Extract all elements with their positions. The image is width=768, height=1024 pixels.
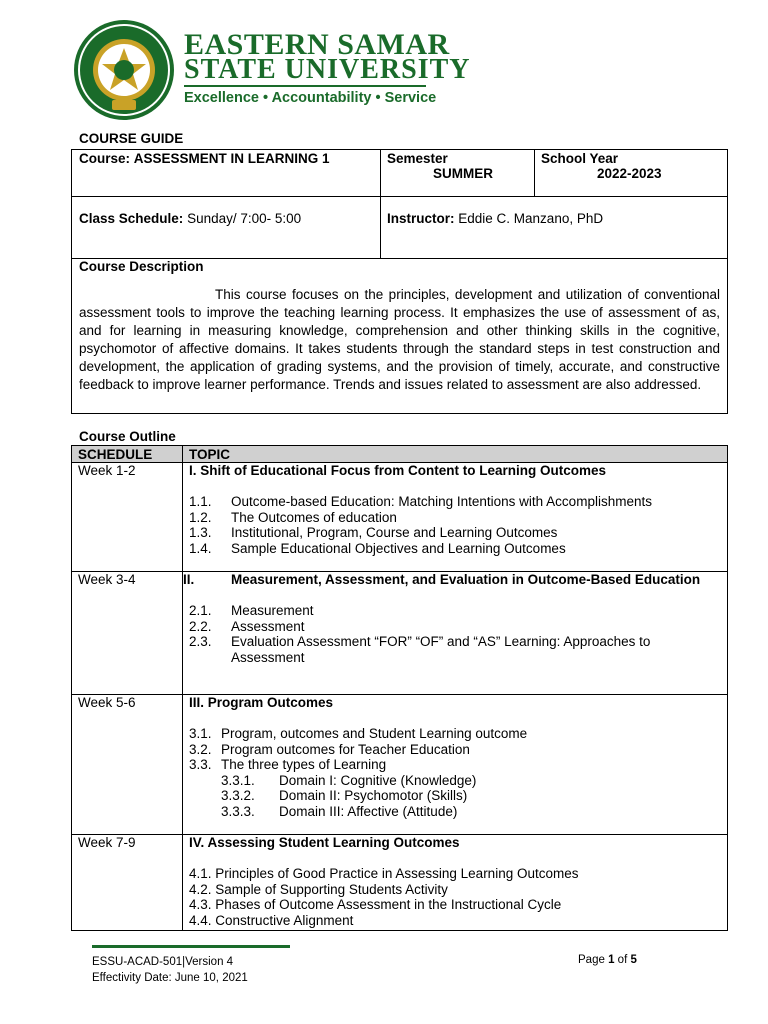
list-item: 4.3. Phases of Outcome Assessment in the Instructional Cycle [189,897,562,912]
schedule-cell [71,196,381,259]
topic-heading: II. Measurement, Assessment, and Evaluation in Outcome-Based Education [183,572,701,587]
school-year-value: 2022-2023 [597,166,662,181]
outline-table [71,445,728,931]
topic-heading: I. Shift of Educational Focus from Content to Learning Outcomes [189,463,607,478]
instructor-value: Eddie C. Manzano, PhD [458,211,604,226]
semester-label: Semester [387,151,448,166]
document-code: ESSU-ACAD-501|Version 4 [92,956,234,968]
footer-doc-info [92,954,248,986]
table-row [72,572,728,695]
table-row [72,695,728,835]
list-item: 1.1. Outcome-based Education: Matching Intentions with Accomplishments [189,494,652,509]
instructor-cell [380,196,728,259]
list-item: 1.2. The Outcomes of education [189,509,397,525]
list-item: 3.3. The three types of Learning [189,757,387,772]
topic-cell [183,463,728,572]
topic-heading: IV. Assessing Student Learning Outcomes [189,835,460,850]
table-row [72,835,728,931]
description-label: Course Description [79,259,204,274]
list-item: 1.3. Institutional, Program, Course and Learning Outcomes [189,525,558,540]
list-item: Assessment [231,649,305,665]
university-motto: Excellence • Accountability • Service [184,90,437,106]
instructor-label: Instructor: [387,211,455,226]
document-label: COURSE GUIDE [79,131,184,146]
semester-value: SUMMER [433,166,493,181]
school-year-cell [534,149,728,197]
university-name-line1: EASTERN SAMAR [184,28,450,61]
effectivity-date: Effectivity Date: June 10, 2021 [92,972,248,984]
schedule-label: Class Schedule: [79,211,184,226]
list-item: 2.2. Assessment [189,618,305,634]
page-number: Page 1 of 5 [578,954,637,966]
topic-cell [183,572,728,695]
schedule-value: Sunday/ 7:00- 5:00 [187,211,302,226]
schedule-cell: Week 3-4 [72,572,183,695]
table-row [72,463,728,572]
topic-column-header: TOPIC [183,446,728,463]
course-value: ASSESSMENT IN LEARNING 1 [133,151,330,166]
list-item: 4.1. Principles of Good Practice in Assessing Learning Outcomes [189,866,579,881]
list-item: 3.2. Program outcomes for Teacher Education [189,741,470,757]
course-cell [71,149,381,197]
header-divider [184,85,426,87]
list-item: 3.1. Program, outcomes and Student Learning outcome [189,726,528,741]
university-seal-icon [72,18,176,122]
list-item: 4.2. Sample of Supporting Students Activity [189,881,448,897]
schedule-cell: Week 5-6 [72,695,183,835]
footer-divider [92,945,290,948]
schedule-column-header: SCHEDULE [72,446,183,463]
topic-cell [183,835,728,931]
description-cell [71,258,728,414]
list-item: 2.3. Evaluation Assessment “FOR” “OF” and “AS” Learning: Approaches to [189,634,651,649]
semester-cell [380,149,535,197]
list-item: 1.4. Sample Educational Objectives and Learning Outcomes [189,540,566,556]
schedule-cell: Week 7-9 [72,835,183,931]
outline-title: Course Outline [79,429,176,444]
schedule-cell: Week 1-2 [72,463,183,572]
description-text: This course focuses on the principles, development and utilization of conventional assessment tools to improve the teaching learning process. It emphasizes the use of assessment of as, and for learning in measuring knowledge, comprehension and other thinking skills in the cognitive, psychomotor of affective domains. It takes students through the standard steps in test construction and development, the application of grading systems, and the provision of timely, accurate, and constructive feedback to improve learner performance. Trends and issues related to assessment are also addressed. [79,287,720,392]
course-label: Course: [79,151,131,166]
topic-heading: III. Program Outcomes [189,695,334,710]
university-header [72,18,712,118]
list-item: 2.1. Measurement [189,603,314,618]
list-item: 3.3.2. Domain II: Psychomotor (Skills) [221,788,468,803]
list-item: 3.3.3. Domain III: Affective (Attitude) [221,803,458,819]
university-name-line2: STATE UNIVERSITY [184,54,471,85]
school-year-label: School Year [541,151,619,166]
topic-cell [183,695,728,835]
list-item: 4.4. Constructive Alignment [189,912,354,928]
outline-header-row [72,446,728,463]
list-item: 3.3.1. Domain I: Cognitive (Knowledge) [221,772,477,788]
